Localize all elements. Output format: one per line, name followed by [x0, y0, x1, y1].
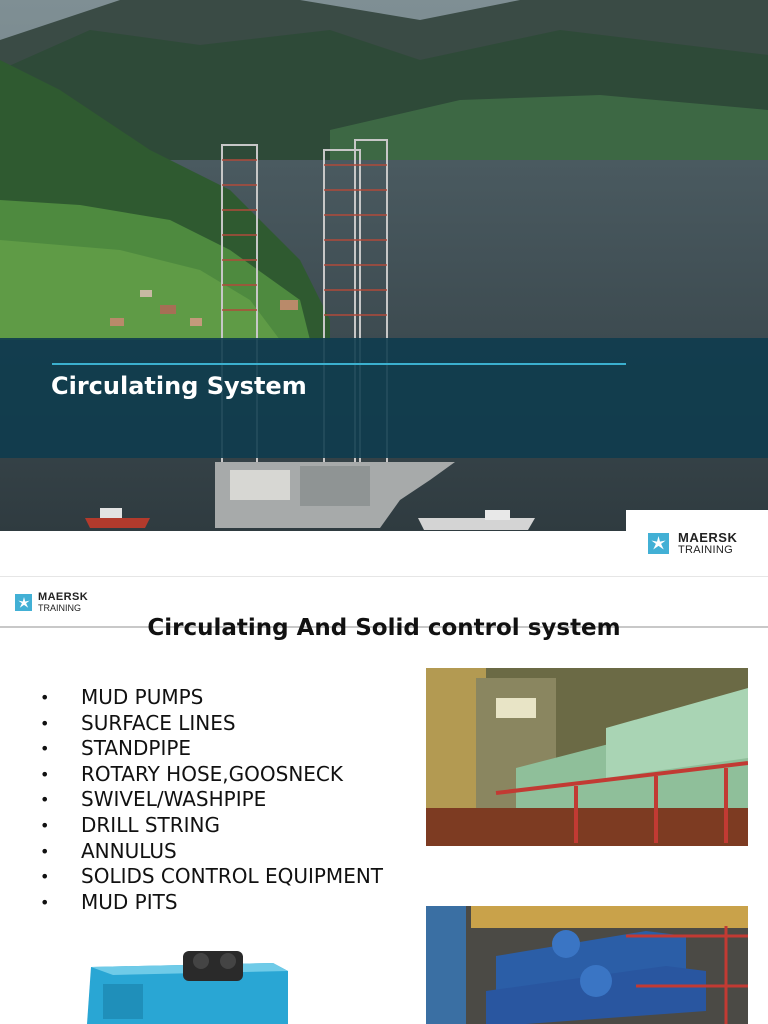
content-slide [0, 577, 768, 1024]
bullet-icon: • [40, 892, 50, 912]
brand-name: MAERSK [678, 530, 738, 545]
bullet-icon: • [40, 739, 50, 759]
title-band [0, 338, 768, 458]
brand-box [626, 510, 768, 576]
maersk-logo [648, 531, 737, 556]
bullet-icon: • [40, 790, 50, 810]
list-item: • SURFACE LINES [40, 710, 236, 735]
list-item: • STANDPIPE [40, 736, 192, 761]
brand-sub: TRAINING [678, 544, 733, 556]
bullet-icon: • [40, 713, 50, 733]
brand-name-small: MAERSK [38, 591, 89, 603]
list-item: • MUD PUMPS [40, 685, 204, 709]
brand-sub-small: TRAINING [38, 603, 82, 613]
bullet-icon: • [40, 841, 50, 861]
mud-pumps-photo [426, 906, 748, 1024]
list-item: • ANNULUS [40, 838, 177, 863]
list-item: • SWIVEL/WASHPIPE [40, 787, 267, 812]
title-accent-line [52, 363, 626, 365]
maersk-logo-small [15, 592, 88, 613]
slide-title: Circulating System [51, 372, 307, 400]
bullet-list [40, 685, 383, 915]
list-item: • SOLIDS CONTROL EQUIPMENT [40, 864, 384, 889]
pump-room-photo [426, 668, 748, 846]
maersk-star-icon [15, 594, 32, 611]
content-slide-title: Circulating And Solid control system [147, 615, 621, 641]
maersk-star-icon [648, 533, 669, 554]
bullet-icon: • [40, 867, 50, 887]
list-item: • DRILL STRING [40, 812, 221, 837]
list-item: • MUD PITS [40, 889, 178, 914]
bullet-icon: • [40, 764, 50, 784]
bullet-icon: • [40, 815, 50, 835]
pump-equipment-photo [83, 949, 291, 1024]
list-item: • ROTARY HOSE,GOOSNECK [40, 761, 344, 786]
bullet-icon: • [40, 688, 50, 707]
